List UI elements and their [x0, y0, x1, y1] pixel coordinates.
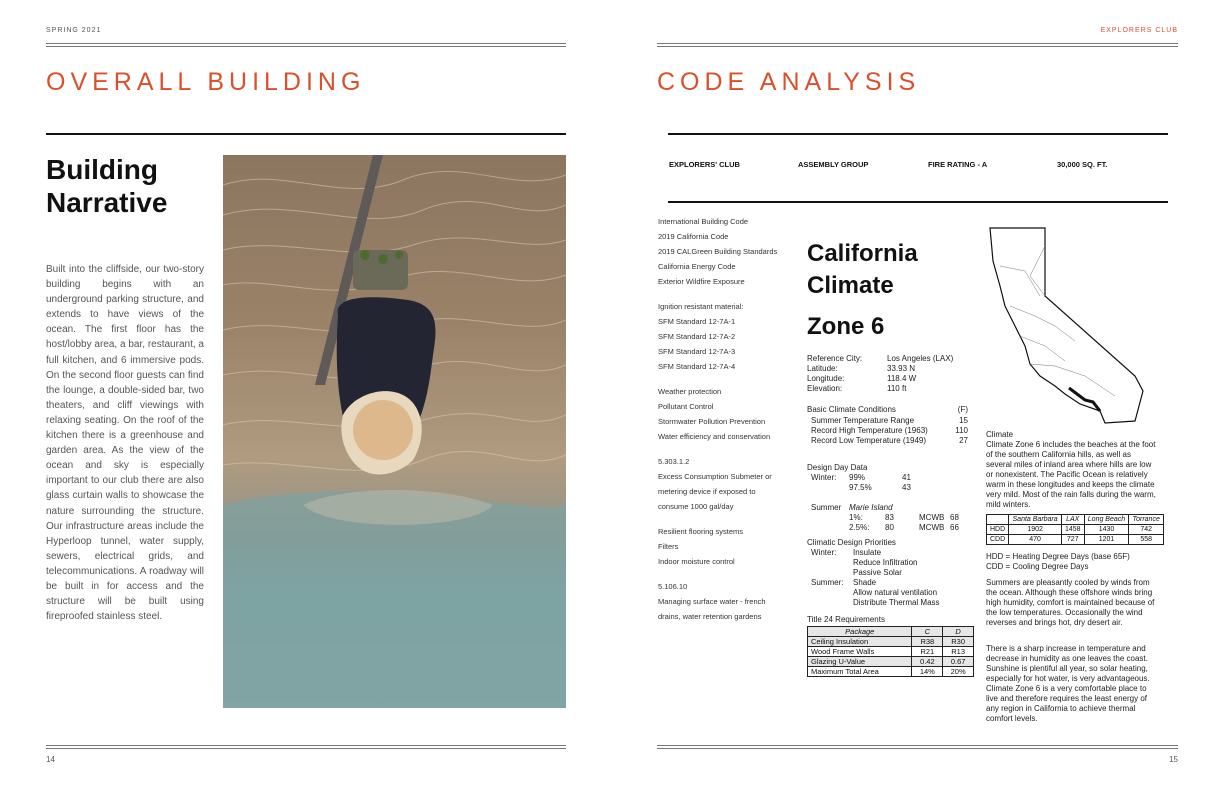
code-item: International Building Code	[658, 217, 749, 226]
table-cell: 558	[1129, 535, 1164, 545]
basic-row-value: 110	[955, 426, 968, 435]
priorities-block	[807, 538, 977, 608]
summer-label: Summer	[811, 503, 842, 512]
basic-row-value: 15	[959, 416, 968, 425]
section-5106: 5.106.10	[658, 582, 688, 591]
table-header: C	[912, 627, 943, 637]
section-rule-left	[46, 133, 566, 135]
aerial-site-illustration	[223, 155, 566, 708]
protection-item: Stormwater Pollution Prevention	[658, 417, 766, 426]
summer-wb: 66	[950, 523, 959, 532]
priority-item: Shade	[853, 578, 877, 587]
ref-value: 118.4 W	[887, 374, 917, 383]
design-day-heading: Design Day Data	[807, 463, 868, 472]
table-cell: 1201	[1084, 535, 1129, 545]
winter-label: Winter:	[811, 473, 837, 482]
code-item: 2019 CALGreen Building Standards	[658, 247, 778, 256]
misc-item: Resilient flooring systems	[658, 527, 744, 536]
code-item: Exterior Wildfire Exposure	[658, 277, 745, 286]
table-header: LAX	[1061, 515, 1084, 525]
table-cell: R21	[912, 647, 943, 657]
cdd-note: CDD = Cooling Degree Days	[986, 562, 1089, 571]
summer-db: 83	[885, 513, 894, 522]
table-cell: 1430	[1084, 525, 1129, 535]
narrative-title-line2: Narrative	[46, 187, 168, 218]
info-bar-group: ASSEMBLY GROUP	[798, 160, 869, 169]
page-number-right: 15	[1169, 755, 1178, 764]
table-cell: Wood Frame Walls	[808, 647, 912, 657]
sfm-item: SFM Standard 12-7A-2	[658, 332, 736, 341]
narrative-body: Built into the cliffside, our two-story building begins with an underground parking structure, and extends to have views of the ocean. The first floor has the host/lobby area, a bar, restaurant, a full kitchen, and 6 immersive pods. On the second floor guests can find the lounge, a double-sided bar, two theaters, and cliff viewings with relaxing seating. On the roof of the kitchen there is a greenhouse and garden area. As the view of the ocean and sky is especially important to our club there are also glass curtain walls to showcase the nature surrounding the structure. Our infrastructure areas include the Hyperloop tunnel, water supply, sewers, electrical grids, and telecommunications. A roadway will be built in for access and the structure will be built using fireproofed stainless steel.	[46, 264, 204, 623]
priority-item: Insulate	[853, 548, 882, 557]
basic-row-label: Record Low Temperature (1949)	[811, 436, 927, 445]
summer-mcwb: MCWB	[919, 513, 945, 522]
priority-item: Allow natural ventilation	[853, 588, 938, 597]
section-title-right: CODE ANALYSIS	[657, 68, 921, 96]
table-cell: 1458	[1061, 525, 1084, 535]
narrative-title	[46, 153, 167, 219]
footer-rule-left	[46, 745, 566, 749]
zone-text-heading: Climate	[986, 430, 1014, 439]
table-cell: 742	[1129, 525, 1164, 535]
basic-climate-block	[807, 405, 972, 446]
climate-title	[807, 238, 918, 302]
degree-days-notes	[986, 552, 1166, 572]
info-bar-project: EXPLORERS' CLUB	[669, 160, 740, 169]
table-cell: 20%	[943, 667, 974, 677]
california-map	[985, 226, 1153, 426]
table-header: Santa Barbara	[1009, 515, 1062, 525]
ref-value: Los Angeles (LAX)	[887, 354, 954, 363]
ref-label: Latitude:	[807, 364, 838, 373]
table-header	[987, 515, 1009, 525]
basic-row-label: Summer Temperature Range	[811, 416, 915, 425]
table-header: D	[943, 627, 974, 637]
table-cell: 727	[1061, 535, 1084, 545]
basic-unit: (F)	[957, 405, 968, 414]
climate-zone: Zone 6	[807, 313, 885, 340]
section-5303: 5.303.1.2	[658, 457, 690, 466]
table-cell: R38	[912, 637, 943, 647]
footer-rule-right	[657, 745, 1178, 749]
design-day-block	[807, 463, 977, 533]
climate-zone-description	[986, 430, 1156, 510]
climate-title-line1: California	[807, 240, 918, 267]
sfm-item: SFM Standard 12-7A-1	[658, 317, 736, 326]
table-cell: Glazing U-Value	[808, 657, 912, 667]
ref-value: 110 ft	[887, 384, 907, 393]
protection-item: Water efficiency and conservation	[658, 432, 771, 441]
misc-item: Indoor moisture control	[658, 557, 735, 566]
table-cell: HDD	[987, 525, 1009, 535]
running-header-right: EXPLORERS CLUB	[1100, 27, 1178, 34]
section-5303-line: Excess Consumption Submeter or	[658, 472, 772, 481]
ignition-heading: Ignition resistant material:	[658, 302, 744, 311]
ref-label: Longitude:	[807, 374, 845, 383]
ref-value: 33.93 N	[887, 364, 916, 373]
table-header-row	[987, 515, 1164, 525]
table-header-row	[808, 627, 974, 637]
zone-text: Climate Zone 6 includes the beaches at the foot of the southern California hills, as well as several miles of inland area where hills are low or nonexistent. The Pacific Ocean is relatively warm in these longitudes and keeps the climate very mild. Most of the rain falls during the warm, mild winters.	[986, 440, 1156, 509]
priorities-summer-label: Summer:	[811, 578, 844, 587]
info-bar-bottom-rule	[668, 201, 1168, 203]
table-cell: R30	[943, 637, 974, 647]
ref-label: Elevation:	[807, 384, 843, 393]
reference-block	[807, 354, 977, 394]
priority-item: Passive Solar	[853, 568, 902, 577]
summer-mcwb: MCWB	[919, 523, 945, 532]
table-header: Torrance	[1129, 515, 1164, 525]
code-item: California Energy Code	[658, 262, 736, 271]
table-cell: Maximum Total Area	[808, 667, 912, 677]
table-row	[808, 667, 974, 677]
aerial-site-photo	[223, 155, 566, 708]
code-list	[658, 214, 803, 624]
priorities-winter-label: Winter:	[811, 548, 837, 557]
sfm-item: SFM Standard 12-7A-3	[658, 347, 736, 356]
table-row	[987, 535, 1164, 545]
basic-heading: Basic Climate Conditions	[807, 405, 896, 414]
header-rule-right	[657, 43, 1178, 47]
summer-wb: 68	[950, 513, 959, 522]
table-row	[808, 647, 974, 657]
title24-table	[807, 626, 974, 677]
t24-heading: Title 24 Requirements	[807, 615, 885, 624]
header-rule-left	[46, 43, 566, 47]
section-title-left: OVERALL BUILDING	[46, 68, 366, 96]
winter-pct: 97.5%	[849, 483, 872, 492]
table-cell: 0.42	[912, 657, 943, 667]
protection-item: Pollutant Control	[658, 402, 714, 411]
info-bar-area: 30,000 SQ. FT.	[1057, 160, 1108, 169]
section-5106-line: drains, water retention gardens	[658, 612, 762, 621]
table-cell: 14%	[912, 667, 943, 677]
degree-days-table	[986, 514, 1164, 545]
summer-description: Summers are pleasantly cooled by winds from the ocean. Although these offshore winds bring high humidity, comfort is maintained because of the low temperatures. Occasionally the wind reverses and brings hot, dry desert air.	[986, 578, 1155, 627]
table-row	[987, 525, 1164, 535]
table-cell: R13	[943, 647, 974, 657]
table-cell: Ceiling Insulation	[808, 637, 912, 647]
table-cell: 1902	[1009, 525, 1062, 535]
summer-pct: 1%:	[849, 513, 863, 522]
winter-pct: 99%	[849, 473, 866, 482]
misc-item: Filters	[658, 542, 679, 551]
ref-label: Reference City:	[807, 354, 863, 363]
winter-val: 41	[902, 473, 911, 482]
running-header-left: SPRING 2021	[46, 27, 102, 34]
table-header: Long Beach	[1084, 515, 1129, 525]
table-row	[808, 637, 974, 647]
climate-title-line2: Climate	[807, 272, 894, 299]
code-item: 2019 California Code	[658, 232, 729, 241]
section-5303-line: consume 1000 gal/day	[658, 502, 734, 511]
summer-db: 80	[885, 523, 894, 532]
table-cell: 470	[1009, 535, 1062, 545]
table-header: Package	[808, 627, 912, 637]
basic-row-label: Record High Temperature (1963)	[811, 426, 928, 435]
protection-item: Weather protection	[658, 387, 722, 396]
summer-pct: 2.5%:	[849, 523, 870, 532]
info-bar-fire-rating: FIRE RATING - A	[928, 160, 988, 169]
basic-row-value: 27	[959, 436, 968, 445]
sun-description: There is a sharp increase in temperature and decrease in humidity as one leaves the coast. Sunshine is plentiful all year, so solar heating, especially for hot water, is very advantageous. Climate Zone 6 is a very comfortable place to live and therefore requires the least energy of any region in California to achieve thermal comfort levels.	[986, 644, 1150, 723]
info-bar-top-rule	[668, 133, 1168, 135]
page-number-left: 14	[46, 755, 55, 764]
priority-item: Distribute Thermal Mass	[853, 598, 940, 607]
hdd-note: HDD = Heating Degree Days (base 65F)	[986, 552, 1130, 561]
sfm-item: SFM Standard 12-7A-4	[658, 362, 736, 371]
summer-station: Marie Island	[849, 503, 893, 512]
table-row	[808, 657, 974, 667]
section-5303-line: metering device if exposed to	[658, 487, 756, 496]
priority-item: Reduce Infiltration	[853, 558, 918, 567]
priorities-heading: Climatic Design Priorities	[807, 538, 896, 547]
section-5106-line: Managing surface water - french	[658, 597, 766, 606]
narrative-title-line1: Building	[46, 154, 158, 185]
table-cell: 0.67	[943, 657, 974, 667]
table-cell: CDD	[987, 535, 1009, 545]
winter-val: 43	[902, 483, 911, 492]
